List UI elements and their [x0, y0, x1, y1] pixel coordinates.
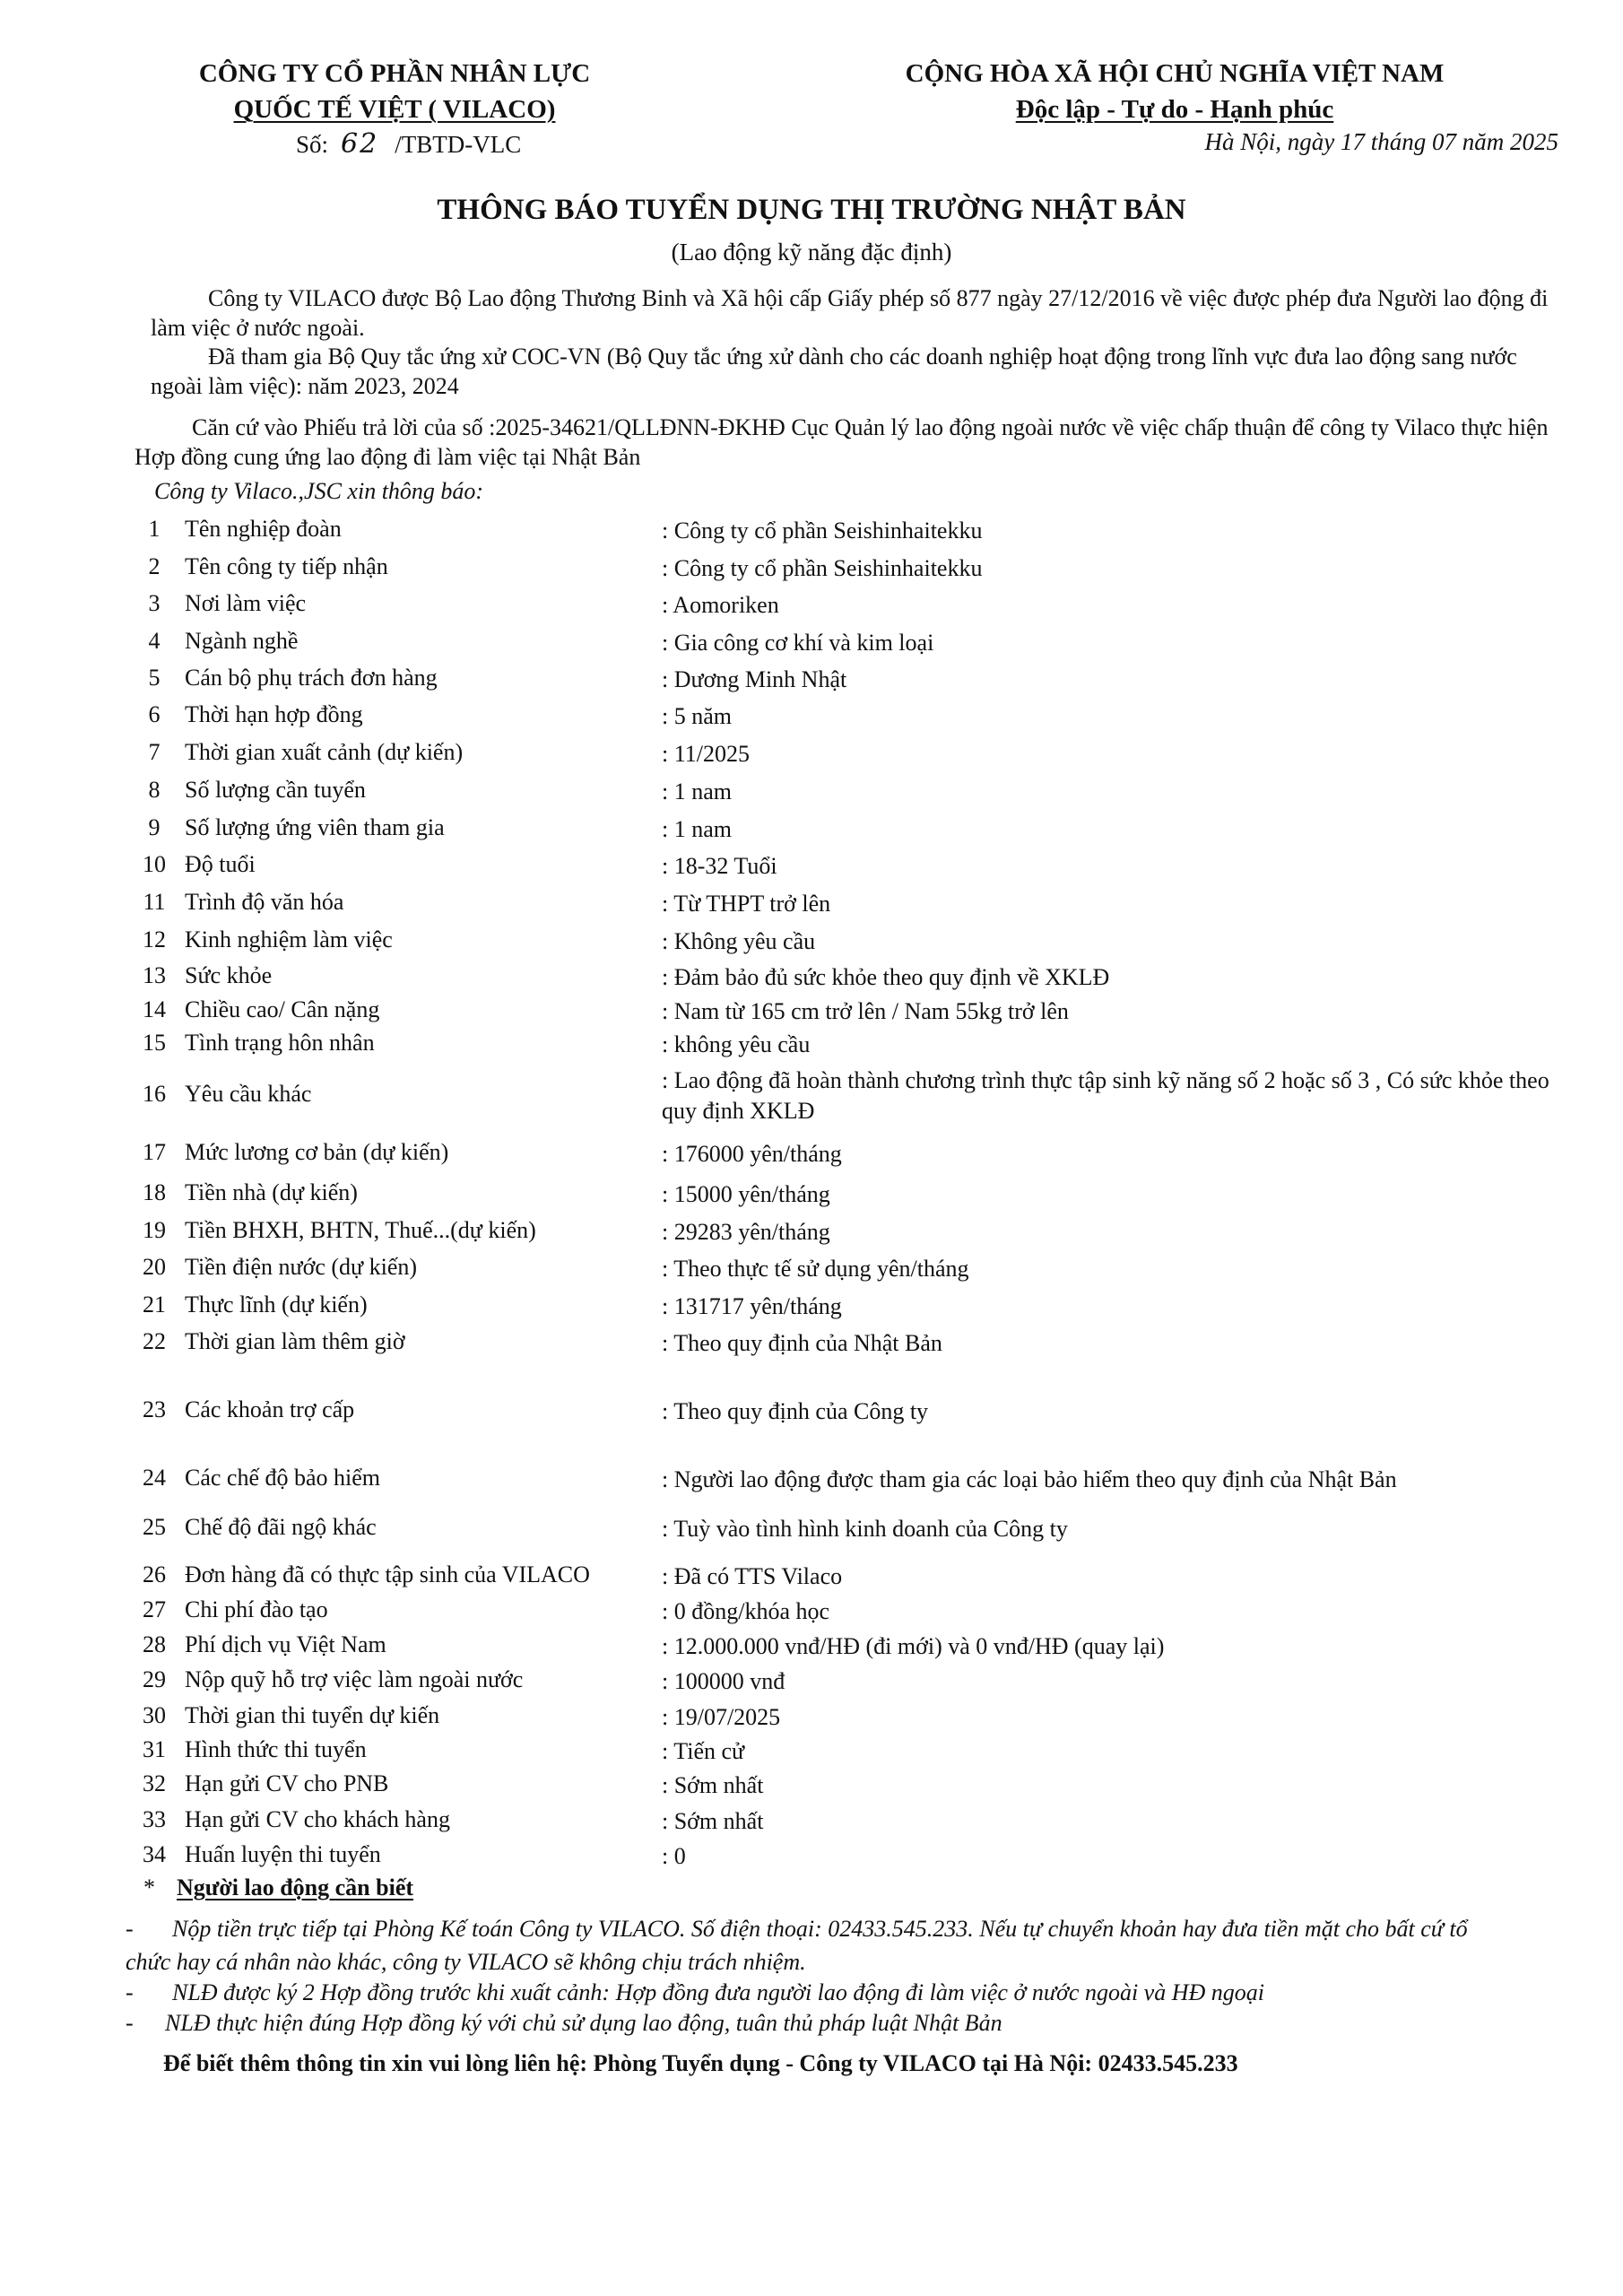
item-number: 16: [143, 1081, 166, 1107]
item-number: 7: [148, 739, 161, 765]
item-value: : Sớm nhất: [662, 1808, 764, 1834]
document-number-suffix: /TBTD-VLC: [395, 131, 522, 158]
notes-heading-bullet: *: [143, 1874, 155, 1900]
document-number-handwritten: 62: [341, 128, 379, 160]
item-value: : Đảm bảo đủ sức khỏe theo quy định về XKLĐ: [662, 964, 1110, 990]
item-value: : Sớm nhất: [662, 1772, 764, 1798]
paragraph-basis: Căn cứ vào Phiếu trả lời của số :2025-34621/QLLĐNN-ĐKHĐ Cục Quản lý lao động ngoài nước về việc chấp thuận để công ty Vilaco thực hiện Hợp đồng cung ứng lao động đi làm việc tại Nhật Bản: [135, 414, 1549, 470]
item-label: Thực lĩnh (dự kiến): [185, 1292, 368, 1318]
item-number: 10: [143, 851, 166, 877]
item-value: : Người lao động được tham gia các loại bảo hiểm theo quy định của Nhật Bản: [662, 1466, 1397, 1492]
item-label: Tiền BHXH, BHTN, Thuế...(dự kiến): [185, 1217, 536, 1243]
item-number: 28: [143, 1631, 166, 1657]
item-number: 2: [148, 553, 161, 579]
notes-heading-text: Người lao động cần biết: [177, 1874, 414, 1900]
item-label: Sức khỏe: [185, 962, 273, 988]
page-title: THÔNG BÁO TUYỂN DỤNG THỊ TRƯỜNG NHẬT BẢN: [437, 194, 1186, 226]
item-label: Nộp quỹ hỗ trợ việc làm ngoài nước: [185, 1666, 524, 1692]
item-number: 24: [143, 1465, 166, 1491]
item-label: Số lượng ứng viên tham gia: [185, 814, 445, 840]
item-number: 23: [143, 1396, 166, 1422]
item-value: : 29283 yên/tháng: [662, 1219, 830, 1245]
company-name-line2-text: QUỐC TẾ VIỆT ( VILACO): [233, 95, 556, 124]
item-value: : Tiến cử: [662, 1738, 745, 1764]
item-label: Độ tuổi: [185, 851, 256, 877]
document-date: Hà Nội, ngày 17 tháng 07 năm 2025: [1204, 128, 1558, 155]
item-number: 34: [143, 1841, 166, 1867]
item-label: Cán bộ phụ trách đơn hàng: [185, 665, 438, 691]
item-value: : 0: [662, 1843, 686, 1869]
item-value: : Aomoriken: [662, 592, 779, 618]
item-number: 6: [148, 701, 161, 727]
item-label: Thời gian làm thêm giờ: [185, 1328, 405, 1354]
item-label: Thời hạn hợp đồng: [185, 701, 363, 727]
note-text: NLĐ thực hiện đúng Hợp đồng ký với chủ sử dụng lao động, tuân thủ pháp luật Nhật Bản: [165, 2010, 1002, 2036]
item-value: : 176000 yên/tháng: [662, 1141, 842, 1167]
item-label: Đơn hàng đã có thực tập sinh của VILACO: [185, 1561, 590, 1587]
company-name-line1: CÔNG TY CỔ PHẦN NHÂN LỰC: [198, 59, 591, 88]
note-text: NLĐ được ký 2 Hợp đồng trước khi xuất cảnh: Hợp đồng đưa người lao động đi làm việc ở nước ngoài và HĐ ngoại: [172, 1979, 1264, 2005]
item-number: 19: [143, 1217, 166, 1243]
item-label: Hạn gửi CV cho PNB: [185, 1770, 389, 1796]
item-number: 26: [143, 1561, 166, 1587]
item-number: 32: [143, 1770, 166, 1796]
item-value: : Theo quy định của Công ty: [662, 1398, 929, 1424]
item-number: 12: [143, 926, 166, 952]
item-value: : 131717 yên/tháng: [662, 1293, 842, 1319]
item-label: Thời gian xuất cảnh (dự kiến): [185, 739, 464, 765]
note-dash: -: [126, 1916, 134, 1942]
contact-info: Để biết thêm thông tin xin vui lòng liên hệ: Phòng Tuyển dụng - Công ty VILACO tại Hà Nội: 02433.545.233: [163, 2050, 1238, 2076]
item-value: : Từ THPT trở lên: [662, 891, 831, 917]
page-subtitle: (Lao động kỹ năng đặc định): [671, 239, 952, 265]
item-number: 22: [143, 1328, 166, 1354]
item-value: : Theo thực tế sử dụng yên/tháng: [662, 1256, 969, 1282]
item-value: : Tuỳ vào tình hình kinh doanh của Công ty: [662, 1516, 1068, 1542]
item-number: 27: [143, 1596, 166, 1622]
item-label: Thời gian thi tuyển dự kiến: [185, 1702, 440, 1728]
item-value: : Công ty cổ phần Seishinhaitekku: [662, 555, 983, 581]
intro-line: Công ty Vilaco.,JSC xin thông báo:: [154, 478, 484, 504]
note-text: Nộp tiền trực tiếp tại Phòng Kế toán Công ty VILACO. Số điện thoại: 02433.545.233. Nếu tự chuyển khoản hay đưa tiền mặt cho bất cứ tổ: [172, 1916, 1468, 1942]
item-value: : Nam từ 165 cm trở lên / Nam 55kg trở lên: [662, 998, 1069, 1024]
item-label: Tên công ty tiếp nhận: [185, 553, 388, 579]
item-value: : 1 nam: [662, 816, 732, 842]
item-label: Chi phí đào tạo: [185, 1596, 328, 1622]
national-title: CỘNG HÒA XÃ HỘI CHỦ NGHĨA VIỆT NAM: [905, 59, 1445, 88]
company-name-line2: [152, 95, 637, 125]
item-label: Số lượng cần tuyển: [185, 777, 366, 803]
item-value: : 15000 yên/tháng: [662, 1181, 830, 1207]
document-number: [296, 128, 521, 160]
item-label: Tình trạng hôn nhân: [185, 1030, 375, 1056]
item-number: 9: [148, 814, 161, 840]
item-value: : Dương Minh Nhật: [662, 666, 847, 692]
item-label: Tên nghiệp đoàn: [185, 516, 342, 542]
national-motto: [807, 95, 1542, 125]
document-number-label: Số:: [296, 131, 329, 158]
item-value: : Theo quy định của Nhật Bản: [662, 1330, 942, 1356]
item-value: : 18-32 Tuổi: [662, 853, 777, 879]
national-motto-text: Độc lập - Tự do - Hạnh phúc: [1015, 95, 1334, 124]
item-number: 3: [148, 590, 161, 616]
paragraph-coc: Đã tham gia Bộ Quy tắc ứng xử COC-VN (Bộ Quy tắc ứng xử dành cho các doanh nghiệp hoạt động trong lĩnh vực đưa lao động sang nước ngoài làm việc): năm 2023, 2024: [151, 344, 1517, 399]
note-dash: -: [126, 1979, 134, 2005]
item-label: Ngành nghề: [185, 628, 299, 654]
item-label: Các chế độ bảo hiểm: [185, 1465, 381, 1491]
item-number: 18: [143, 1179, 166, 1205]
item-label: Huấn luyện thi tuyển: [185, 1841, 381, 1867]
item-value: : Công ty cổ phần Seishinhaitekku: [662, 517, 983, 544]
item-label: Mức lương cơ bản (dự kiến): [185, 1139, 449, 1165]
item-number: 15: [143, 1030, 166, 1056]
item-label: Trình độ văn hóa: [185, 889, 344, 915]
item-label: Tiền nhà (dự kiến): [185, 1179, 358, 1205]
item-label: Kinh nghiệm làm việc: [185, 926, 393, 952]
item-label: Hình thức thi tuyển: [185, 1736, 367, 1762]
item-value: : Đã có TTS Vilaco: [662, 1563, 843, 1589]
item-number: 17: [143, 1139, 166, 1165]
item-label: Chế độ đãi ngộ khác: [185, 1514, 377, 1540]
item-value: : 0 đồng/khóa học: [662, 1598, 830, 1624]
item-number: 31: [143, 1736, 166, 1762]
item-value: : Lao động đã hoàn thành chương trình thực tập sinh kỹ năng số 2 hoặc số 3 , Có sức khỏe theo quy định XKLĐ: [662, 1067, 1549, 1124]
item-number: 14: [143, 996, 166, 1022]
item-number: 33: [143, 1806, 166, 1832]
item-number: 20: [143, 1254, 166, 1280]
item-value: : 5 năm: [662, 703, 732, 729]
item-value: : 12.000.000 vnđ/HĐ (đi mới) và 0 vnđ/HĐ (quay lại): [662, 1633, 1165, 1659]
item-value: : Không yêu cầu: [662, 928, 816, 954]
notes-heading: [143, 1874, 413, 1901]
item-value: : 1 nam: [662, 778, 732, 804]
item-value: : không yêu cầu: [662, 1031, 811, 1057]
item-number: 5: [148, 665, 161, 691]
item-number: 13: [143, 962, 166, 988]
item-number: 11: [143, 889, 166, 915]
item-label: Nơi làm việc: [185, 590, 307, 616]
item-number: 4: [148, 628, 161, 654]
item-label: Phí dịch vụ Việt Nam: [185, 1631, 386, 1657]
item-label: Tiền điện nước (dự kiến): [185, 1254, 418, 1280]
item-value: : 19/07/2025: [662, 1704, 781, 1730]
item-number: 25: [143, 1514, 166, 1540]
note-dash: -: [126, 2010, 134, 2036]
item-label: Chiều cao/ Cân nặng: [185, 996, 380, 1022]
item-number: 29: [143, 1666, 166, 1692]
item-number: 21: [143, 1292, 166, 1318]
item-value: : 100000 vnđ: [662, 1668, 785, 1694]
paragraph-license: Công ty VILACO được Bộ Lao động Thương Binh và Xã hội cấp Giấy phép số 877 ngày 27/12/2016 về việc được phép đưa Người lao động đi làm việc ở nước ngoài.: [151, 285, 1549, 341]
item-number: 8: [148, 777, 161, 803]
item-label: Hạn gửi CV cho khách hàng: [185, 1806, 450, 1832]
item-number: 30: [143, 1702, 166, 1728]
item-value: : Gia công cơ khí và kim loại: [662, 630, 934, 656]
item-label: Các khoản trợ cấp: [185, 1396, 355, 1422]
item-number: 1: [148, 516, 161, 542]
note-continuation: chức hay cá nhân nào khác, công ty VILACO sẽ không chịu trách nhiệm.: [126, 1949, 806, 1975]
item-value: : 11/2025: [662, 741, 750, 767]
item-label: Yêu cầu khác: [185, 1081, 312, 1107]
